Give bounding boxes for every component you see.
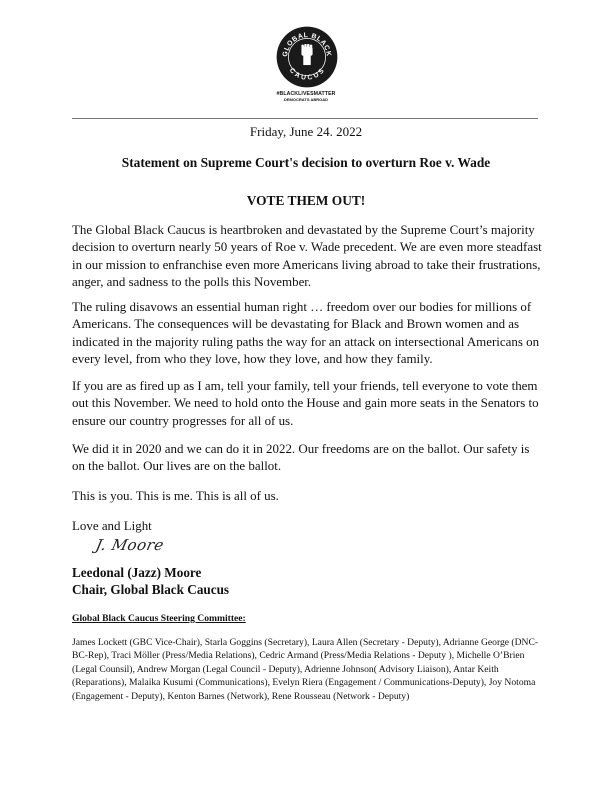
logo-tagline [250, 92, 362, 102]
signer-block [72, 564, 229, 598]
letter-date: Friday, June 24. 2022 [249, 124, 363, 139]
signer-title: Chair, Global Black Caucus [72, 582, 230, 597]
logo-ring-top-text: GLOBAL BLACK [282, 32, 332, 58]
closing-line: Love and Light [72, 518, 152, 533]
body-paragraph: The ruling disavows an essential human right … freedom over our bodies for millions of Americans. The consequences will be devastating for Black and Brown women and as indicated in the majority ruling paths the way for an attack on intersectional Americans on every level, from who they love, how they love, and how they family. [72, 299, 540, 366]
global-black-caucus-logo [276, 26, 338, 88]
body-paragraph: We did it in 2020 and we can do it in 2022. Our freedoms are on the ballot. Our safety is on the ballot. Our lives are on the ballot. [72, 441, 530, 474]
committee-members: James Lockett (GBC Vice-Chair), Starla Goggins (Secretary), Laura Allen (Secretary - Deputy), Adrianne George (DNC-BC-Rep), Traci Möller (Press/Media Relations), Cedric Armand (Press/Media Relations - Deputy ), Michelle O’Brien (Legal Counsil), Andrew Morgan (Legal Council - Deputy), Adrienne Johnson( Advisory Liaison), Antar Keith (Reparations), Malaika Kusumi (Communications), Evelyn Riera (Engagement / Communications-Deputy), Joy Notoma (Engagement - Deputy), Kenton Barnes (Network), Rene Rousseau (Network - Deputy) [72, 637, 539, 702]
statement-title: Statement on Supreme Court's decision to overturn Roe v. Wade [121, 155, 491, 170]
statement-subtitle: VOTE THEM OUT! [246, 193, 366, 208]
signer-name: Leedonal (Jazz) Moore [72, 565, 202, 580]
logo-subtag: DEMOCRATS ABROAD [284, 97, 328, 103]
header-divider [72, 118, 538, 119]
body-paragraph: This is you. This is me. This is all of us. [72, 488, 279, 503]
committee-heading: Global Black Caucus Steering Committee: [72, 613, 246, 624]
signature-text: J. Moore [94, 536, 166, 554]
body-paragraph: The Global Black Caucus is heartbroken and devastated by the Supreme Court’s majority decision to overturn nearly 50 years of Roe v. Wade precedent. We are even more steadfast in our mission to enfranchise even more Americans living abroad to take their frustrations, anger, and sadness to the polls this November. [72, 222, 542, 289]
logo-hashtag: #BLACKLIVESMATTER [276, 91, 336, 97]
body-paragraph: If you are as fired up as I am, tell your family, tell your friends, tell everyone to vote them out this November. We need to hold onto the House and gain more seats in the Senators to ensure our country progresses for all of us. [72, 378, 539, 428]
logo-ring-bottom-text: CAUCUS [287, 67, 327, 82]
